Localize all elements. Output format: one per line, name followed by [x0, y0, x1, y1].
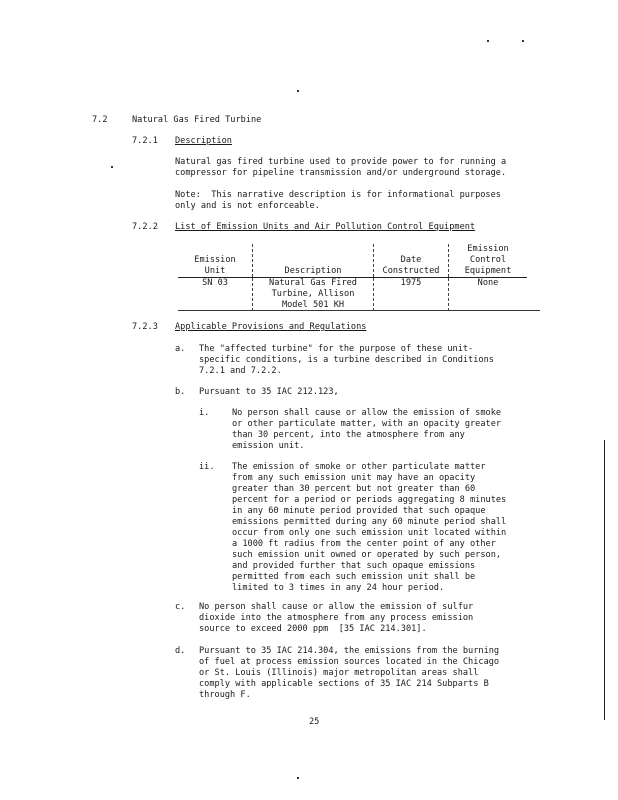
cell-description: Natural Gas Fired Turbine, Allison Model 501 KH [253, 278, 374, 312]
cell-control: None [449, 278, 528, 312]
item-label: b. [175, 387, 186, 397]
item-text: of fuel at process emission sources located in the Chicago [199, 657, 500, 667]
header-control-equipment: Emission Control Equipment [449, 244, 528, 278]
subitem-text: limited to 3 times in any 24 hour period. [232, 583, 445, 593]
item-text: 7.2.1 and 7.2.2. [199, 366, 282, 376]
header-description: Description [253, 244, 374, 278]
item-text: specific conditions, is a turbine described in Conditions [199, 355, 494, 365]
item-label: c. [175, 602, 186, 612]
section-number: 7.2 [92, 115, 108, 125]
subitem-text: from any such emission unit may have an opacity [232, 473, 476, 483]
item-text: No person shall cause or allow the emission of sulfur [199, 602, 474, 612]
revision-bar [604, 440, 605, 720]
subsection-heading: Description [175, 136, 232, 146]
subitem-text: a 1000 ft radius from the center point of any other [232, 539, 496, 549]
subitem-label: ii. [199, 462, 215, 472]
subsection-number: 7.2.1 [132, 136, 158, 146]
note-text: only and is not enforceable. [175, 201, 320, 211]
note-text: Note: This narrative description is for informational purposes [175, 190, 501, 200]
item-text: Pursuant to 35 IAC 212.123, [199, 387, 339, 397]
item-label: d. [175, 646, 186, 656]
scan-speck [297, 777, 299, 779]
scan-speck [522, 40, 524, 42]
header-date-constructed: Date Constructed [374, 244, 449, 278]
table-bottom-rule [178, 310, 540, 311]
item-text: comply with applicable sections of 35 IAC 214 Subparts B [199, 679, 489, 689]
description-text: compressor for pipeline transmission and/or underground storage. [175, 168, 507, 178]
subitem-text: percent for a period or periods aggregating 8 minutes [232, 495, 507, 505]
subitem-text: greater than 30 percent but not greater than 60 [232, 484, 476, 494]
subitem-label: i. [199, 408, 210, 418]
subitem-text: occur from only one such emission unit located within [232, 528, 507, 538]
subsection-heading: Applicable Provisions and Regulations [175, 322, 367, 332]
page-number: 25 [309, 717, 320, 727]
item-label: a. [175, 344, 186, 354]
subitem-text: No person shall cause or allow the emission of smoke [232, 408, 502, 418]
cell-date: 1975 [374, 278, 449, 312]
section-title: Natural Gas Fired Turbine [132, 115, 262, 125]
subitem-text: than 30 percent, into the atmosphere from any [232, 430, 465, 440]
item-text: or St. Louis (Illinois) major metropolitan areas shall [199, 668, 479, 678]
subitem-text: or other particulate matter, with an opacity greater [232, 419, 502, 429]
table-row [178, 278, 527, 312]
header-emission-unit: Emission Unit [178, 244, 253, 278]
description-text: Natural gas fired turbine used to provide power to for running a [175, 157, 507, 167]
subitem-text: permitted from each such emission unit shall be [232, 572, 476, 582]
item-text: Pursuant to 35 IAC 214.304, the emissions from the burning [199, 646, 500, 656]
subsection-number: 7.2.3 [132, 322, 158, 332]
table-header-row [178, 244, 527, 278]
scan-speck [111, 166, 113, 168]
item-text: source to exceed 2000 ppm [35 IAC 214.301]. [199, 624, 427, 634]
emission-units-table [178, 244, 527, 311]
subitem-text: The emission of smoke or other particulate matter [232, 462, 486, 472]
item-text: through F. [199, 690, 251, 700]
item-text: The "affected turbine" for the purpose of these unit- [199, 344, 474, 354]
subitem-text: emissions permitted during any 60 minute period shall [232, 517, 507, 527]
subitem-text: in any 60 minute period provided that such opaque [232, 506, 486, 516]
subsection-heading: List of Emission Units and Air Pollution Control Equipment [175, 222, 476, 232]
subitem-text: emission unit. [232, 441, 305, 451]
cell-unit: SN 03 [202, 278, 228, 288]
scan-speck [487, 40, 489, 42]
subitem-text: such emission unit owned or operated by such person, [232, 550, 502, 560]
item-text: dioxide into the atmosphere from any process emission [199, 613, 474, 623]
subitem-text: and provided further that such opaque emissions [232, 561, 476, 571]
scan-speck [297, 90, 299, 92]
subsection-number: 7.2.2 [132, 222, 158, 232]
